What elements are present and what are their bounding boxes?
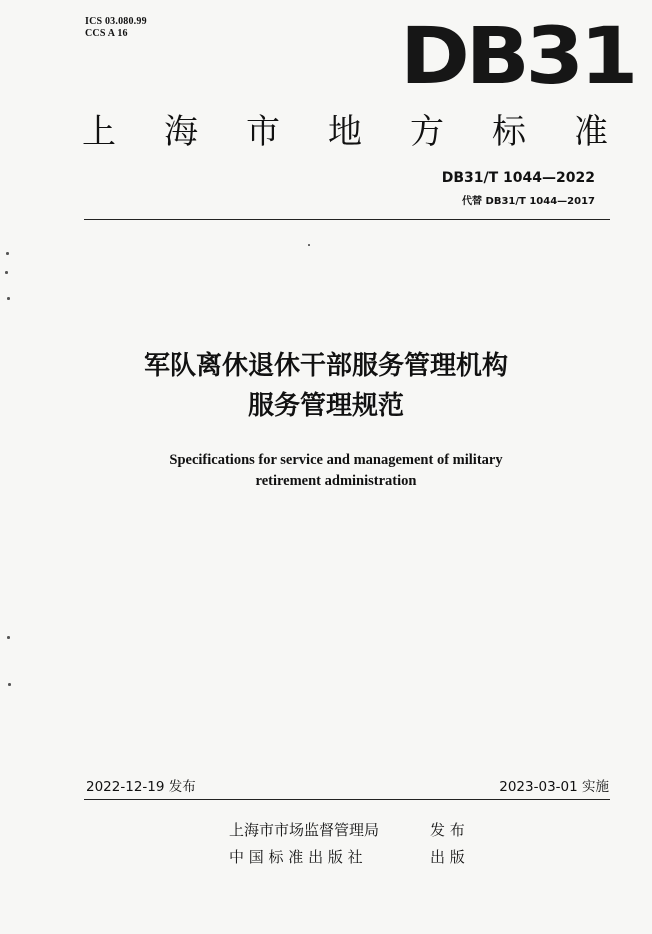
replaces-standard: 代替 DB31/T 1044—2017 <box>462 196 595 207</box>
title-en-line2: retirement administration <box>255 473 417 489</box>
standard-type-char: 标 <box>492 112 526 152</box>
standard-type-char: 上 <box>82 112 116 152</box>
standard-number: DB31/T 1044—2022 <box>441 170 595 186</box>
scan-speck <box>8 683 11 686</box>
scan-speck <box>6 252 9 255</box>
standard-type-char: 方 <box>410 112 444 152</box>
scan-speck <box>308 244 310 246</box>
issue-date: 2022-12-19 发布 <box>86 779 196 795</box>
ics-code: ICS 03.080.99 <box>85 16 147 27</box>
footer-divider <box>84 799 610 800</box>
title-cn-line2: 服务管理规范 <box>247 391 404 421</box>
publisher-org: 中 国 标 准 出 版 社 <box>229 848 363 866</box>
header-divider <box>84 219 610 220</box>
standard-type-char: 准 <box>574 112 608 152</box>
standard-type-char: 海 <box>164 112 198 152</box>
scan-speck <box>7 297 10 300</box>
title-en-line1: Specifications for service and management of military <box>169 452 503 468</box>
scan-speck <box>7 636 10 639</box>
standard-type-heading <box>82 110 608 154</box>
publisher-action: 出 版 <box>430 848 465 866</box>
standard-type-char: 地 <box>328 112 362 152</box>
standard-type-char: 市 <box>246 112 280 152</box>
ccs-code: CCS A 16 <box>85 28 128 39</box>
implement-date: 2023-03-01 实施 <box>499 779 609 795</box>
scan-speck <box>5 271 8 274</box>
db31-logo: DB31 <box>400 12 635 102</box>
title-cn-line1: 军队离休退休干部服务管理机构 <box>143 351 508 381</box>
issuer-org: 上海市市场监督管理局 <box>229 821 380 839</box>
issuer-action: 发 布 <box>430 821 465 839</box>
